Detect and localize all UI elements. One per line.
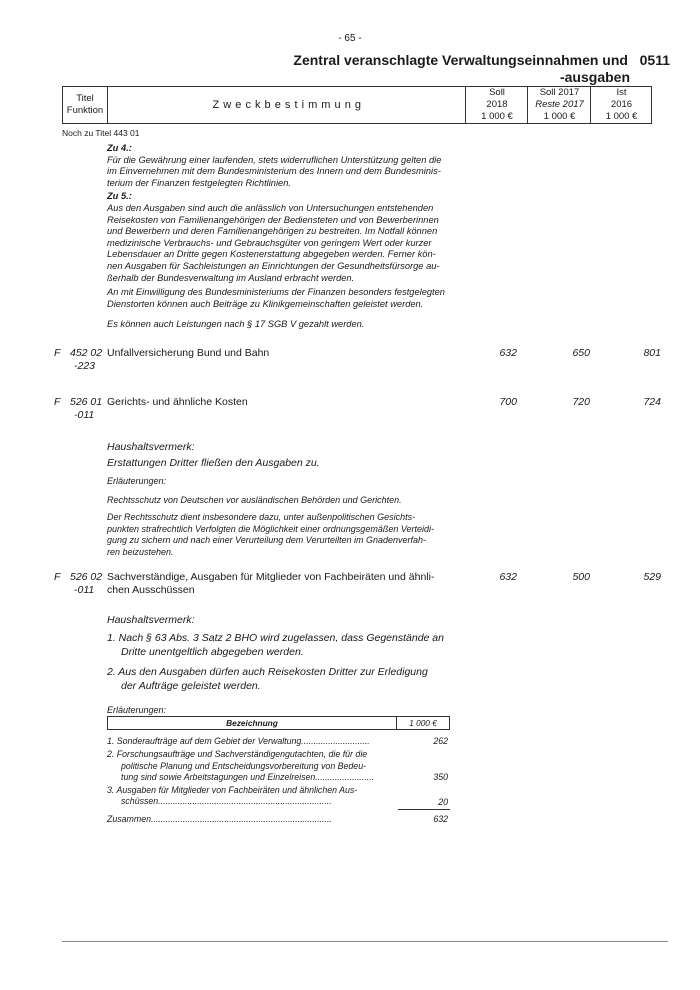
einwilligung-line: An mit Einwilligung des Bundesministeriums der Finanzen besonders festgelegten xyxy=(107,287,445,298)
notes-block xyxy=(107,143,452,331)
table-row: 1. Sonderaufträge auf dem Gebiet der Verwaltung............................ 262 xyxy=(107,736,448,746)
value-soll-2017: 500 xyxy=(572,571,590,583)
item-code: 526 02 -011 xyxy=(70,571,103,596)
erlaeuterungen-table xyxy=(107,716,450,825)
item-f-marker: F xyxy=(54,347,61,359)
table-value: 262 xyxy=(433,736,448,746)
zu4-line: Für die Gewährung einer laufenden, stets widerruflichen Unterstützung gelten die xyxy=(107,154,442,165)
table-total-label: Zusammen.......................................................................... xyxy=(107,813,332,824)
title-line2: -ausgaben xyxy=(559,69,630,85)
sgb-note: Es können auch Leistungen nach § 17 SGB V gezahlt werden. xyxy=(107,319,365,330)
footer-rule xyxy=(62,941,668,942)
zu5-heading: Zu 5.: xyxy=(107,191,132,202)
header-titel-funktion: Titel Funktion xyxy=(66,93,104,116)
item-code: 526 01 -011 xyxy=(70,396,103,421)
continuation-note: Noch zu Titel 443 01 xyxy=(62,128,140,138)
value-soll-2017: 720 xyxy=(572,396,590,408)
table-value: 350 xyxy=(433,771,448,782)
item-title: Sachverständige, Ausgaben für Mitglieder von Fachbeiräten und ähnli- chen Ausschüssen xyxy=(107,571,435,596)
header-zweckbestimmung: Z w e c k b e s t i m m u n g xyxy=(107,87,466,123)
value-soll-2018: 632 xyxy=(499,571,517,583)
page-number: - 65 - xyxy=(338,33,362,44)
einwilligung-line: Dienstorten können auch Beiträge zu Klinikgemeinschaften geleistet werden. xyxy=(107,298,424,309)
table-header-bezeichnung: Bezeichnung xyxy=(226,718,278,728)
zu5-line: Aus den Ausgaben sind auch die anlässlich von Untersuchungen entstehenden xyxy=(107,202,434,213)
item-f-marker: F xyxy=(54,571,61,583)
zu4-heading: Zu 4.: xyxy=(107,143,132,153)
zu5-line: ßerhalb der Bundesverwaltung im Ausland erbracht werden. xyxy=(107,272,355,283)
page-title xyxy=(293,52,670,86)
value-ist-2016: 529 xyxy=(643,571,661,583)
title-line1: Zentral veranschlagte Verwaltungseinnahmen und xyxy=(293,52,628,68)
header-ist-2016: Ist 2016 1 000 € xyxy=(590,87,652,123)
table-header-row xyxy=(107,716,450,730)
haushaltsvermerk-heading: Haushaltsvermerk: xyxy=(107,614,195,626)
haushaltsvermerk-heading: Haushaltsvermerk: xyxy=(107,441,195,453)
erlaeuterungen-heading: Erläuterungen: xyxy=(107,476,167,486)
zu5-line: Lebensdauer an Dritte gegen Kostenerstattung abgegeben werden. Ferner kön- xyxy=(107,249,436,260)
item-title: Unfallversicherung Bund und Bahn xyxy=(107,347,270,359)
header-soll-2017: Soll 2017 Reste 2017 1 000 € xyxy=(527,87,591,123)
erlaeuterungen-paragraph: Der Rechtsschutz dient insbesondere dazu, unter außenpolitischen Gesichts- punkten strafrechtlich Verfolgten die Möglichkeit einer ordnungsgemäßen Verteidi- gung zu sichern und nach einer Verurteilung dem Verurteilten im Gnadenverfah- ren beizustehen. xyxy=(107,512,435,557)
erlaeuterungen-heading: Erläuterungen: xyxy=(107,705,167,715)
erlaeuterungen-line: Rechtsschutz von Deutschen vor ausländischen Behörden und Gerichten. xyxy=(107,494,402,505)
value-ist-2016: 801 xyxy=(643,347,661,359)
table-row: 3. Ausgaben für Mitglieder von Fachbeiräten und ähnlichen Aus- schüssen....................................................................... 20 xyxy=(107,785,450,808)
zu5-line: Reisekosten von Familienangehörigen der Bediensteten und von Bewerberinnen xyxy=(107,214,439,225)
haushaltsvermerk-item: 2. Aus den Ausgaben dürfen auch Reisekosten Dritter zur Erledigung der Aufträge geleistet werden. xyxy=(107,666,428,692)
zu5-line: nen Ausgaben für Sachleistungen an Einrichtungen der Gesundheitsfürsorge au- xyxy=(107,260,440,271)
chapter-code: 0511 xyxy=(639,52,670,68)
haushaltsvermerk-text: Erstattungen Dritter fließen den Ausgaben zu. xyxy=(107,457,320,469)
block-526-02 xyxy=(107,613,452,717)
value-ist-2016: 724 xyxy=(643,396,661,408)
item-f-marker: F xyxy=(54,396,61,408)
table-value: 20 xyxy=(398,797,450,809)
table-row: 2. Forschungsaufträge und Sachverständigengutachten, die für die politische Planung und Entscheidungsvorbereitung von Bedeu- tung sind sowie Arbeitstagungen und Einzelreisen........................ 350 xyxy=(107,749,448,782)
item-title: Gerichts- und ähnliche Kosten xyxy=(107,396,248,408)
table-total-row xyxy=(107,814,450,825)
value-soll-2017: 650 xyxy=(572,347,590,359)
haushaltsvermerk-item: 1. Nach § 63 Abs. 3 Satz 2 BHO wird zugelassen, dass Gegenstände an Dritte unentgeltlich abgegeben werden. xyxy=(107,632,444,658)
value-soll-2018: 632 xyxy=(499,347,517,359)
table-total-value: 632 xyxy=(433,813,448,824)
header-soll-2018: Soll 2018 1 000 € xyxy=(465,87,528,123)
item-code: 452 02 -223 xyxy=(70,347,103,372)
zu4-line: terium der Finanzen festgelegten Richtlinien. xyxy=(107,177,291,188)
table-header-unit: 1 000 € xyxy=(396,717,449,729)
column-header-table xyxy=(62,86,652,124)
value-soll-2018: 700 xyxy=(499,396,517,408)
zu4-line: im Einvernehmen mit dem Bundesministerium des Innern und dem Bundesminis- xyxy=(107,166,441,177)
zu5-line: medizinische Verbrauchs- und Gebrauchsgüter von geringem Wert oder kurzer xyxy=(107,237,432,248)
block-526-01 xyxy=(107,440,452,558)
zu5-line: und Bewerbern und deren Familienangehörigen zu bestreiten. Im Notfall können xyxy=(107,226,438,237)
